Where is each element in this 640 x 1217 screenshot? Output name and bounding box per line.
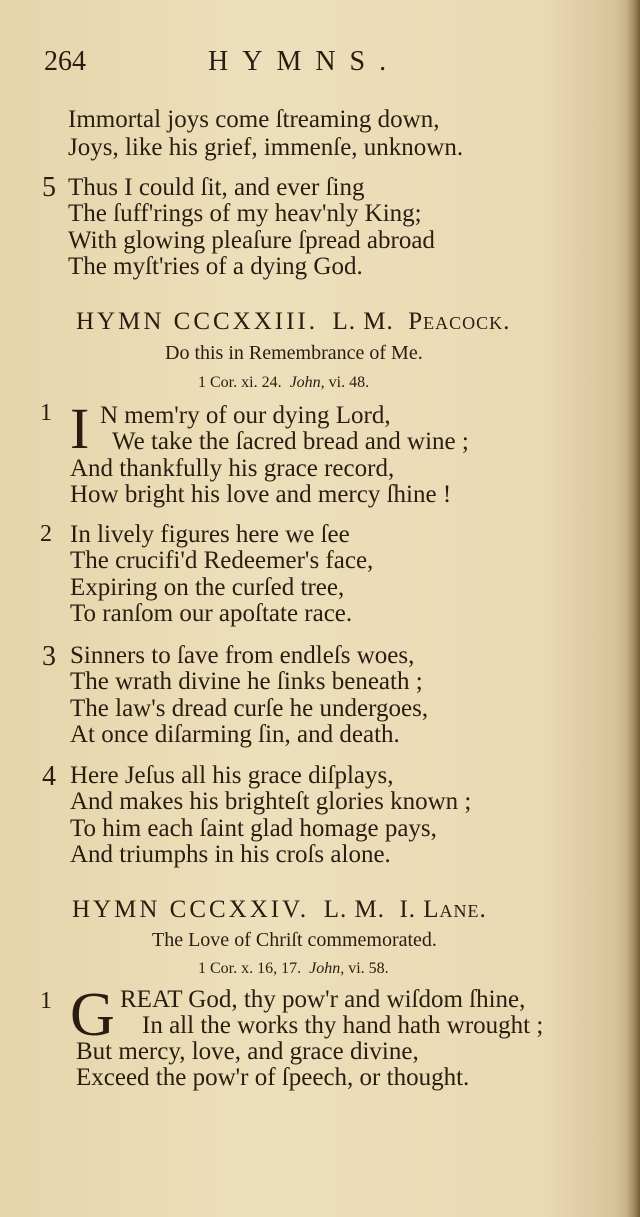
stanza-number: 1 <box>40 988 52 1014</box>
stanza-number: 4 <box>42 761 56 792</box>
verse-line: N mem'ry of our dying Lord, <box>100 402 391 429</box>
verse-line: To him each ſaint glad homage pays, <box>70 815 437 842</box>
drop-cap: I <box>70 396 90 461</box>
hymn-author: I. Lane. <box>399 896 487 923</box>
verse-line: REAT God, thy pow'r and wiſdom ſhine, <box>120 986 526 1013</box>
verse-line: Sinners to ſave from endleſs woes, <box>70 642 415 669</box>
stanza-number: 2 <box>40 521 52 547</box>
stanza-number: 1 <box>40 400 52 426</box>
verse-line: Exceed the pow'r of ſpeech, or thought. <box>76 1064 470 1091</box>
hymn-heading <box>72 896 487 924</box>
verse-line: Expiring on the curſed tree, <box>70 574 345 601</box>
verse-line: The wrath divine he ſinks beneath ; <box>70 668 423 695</box>
stanza-number: 3 <box>42 641 56 672</box>
scripture-ref-1: 1 Cor. xi. 24. <box>198 374 282 391</box>
hymn-author: Peacock. <box>408 308 511 335</box>
verse-line: And triumphs in his croſs alone. <box>70 841 391 868</box>
hymn-number: HYMN CCCXXIV. <box>72 896 310 923</box>
verse-line: The ſuff'rings of my heav'nly King; <box>68 200 422 227</box>
verse-line: With glowing pleaſure ſpread abroad <box>68 227 435 254</box>
verse-line: How bright his love and mercy ſhine ! <box>70 481 452 508</box>
verse-line: Immortal joys come ſtreaming down, <box>68 106 440 133</box>
verse-line: To ranſom our apoſtate race. <box>70 600 353 627</box>
hymn-number: HYMN CCCXXIII. <box>76 308 318 335</box>
hymn-heading <box>76 308 510 336</box>
page-number: 264 <box>44 46 86 77</box>
scripture-ref-2: vi. 48. <box>328 374 370 391</box>
verse-line: We take the ſacred bread and wine ; <box>112 428 469 455</box>
page-edge-shadow <box>626 0 640 1217</box>
verse-line: The crucifi'd Redeemer's face, <box>70 547 374 574</box>
verse-line: The myſt'ries of a dying God. <box>68 253 363 280</box>
hymn-meter: L. M. <box>332 308 394 335</box>
verse-line: Thus I could ſit, and ever ſing <box>68 174 365 201</box>
verse-line: But mercy, love, and grace divine, <box>76 1038 419 1065</box>
stanza-number: 5 <box>42 172 56 203</box>
hymn-subtitle: Do this in Remembrance of Me. <box>165 342 423 364</box>
running-title: HYMNS. <box>208 46 401 77</box>
drop-cap: G <box>70 981 115 1049</box>
verse-line: The law's dread curſe he undergoes, <box>70 695 429 722</box>
verse-line: Here Jeſus all his grace diſplays, <box>70 762 394 789</box>
verse-line: Joys, like his grief, immenſe, unknown. <box>68 134 464 161</box>
verse-line: In lively figures here we ſee <box>70 521 350 548</box>
scripture-reference <box>198 960 389 978</box>
verse-line: In all the works thy hand hath wrought ; <box>142 1012 544 1039</box>
hymn-subtitle: The Love of Chriſt commemorated. <box>152 929 437 951</box>
scripture-reference <box>198 374 369 392</box>
scripture-ref-2-book: John, <box>289 374 325 391</box>
scripture-ref-2: vi. 58. <box>348 960 389 977</box>
scripture-ref-2-book: John, <box>309 960 345 977</box>
verse-line: And makes his brighteſt glories known ; <box>70 788 472 815</box>
scripture-ref-1: 1 Cor. x. 16, 17. <box>198 960 302 977</box>
hymn-meter: L. M. <box>323 896 385 923</box>
verse-line: At once diſarming ſin, and death. <box>70 721 400 748</box>
verse-line: And thankfully his grace record, <box>70 455 395 482</box>
